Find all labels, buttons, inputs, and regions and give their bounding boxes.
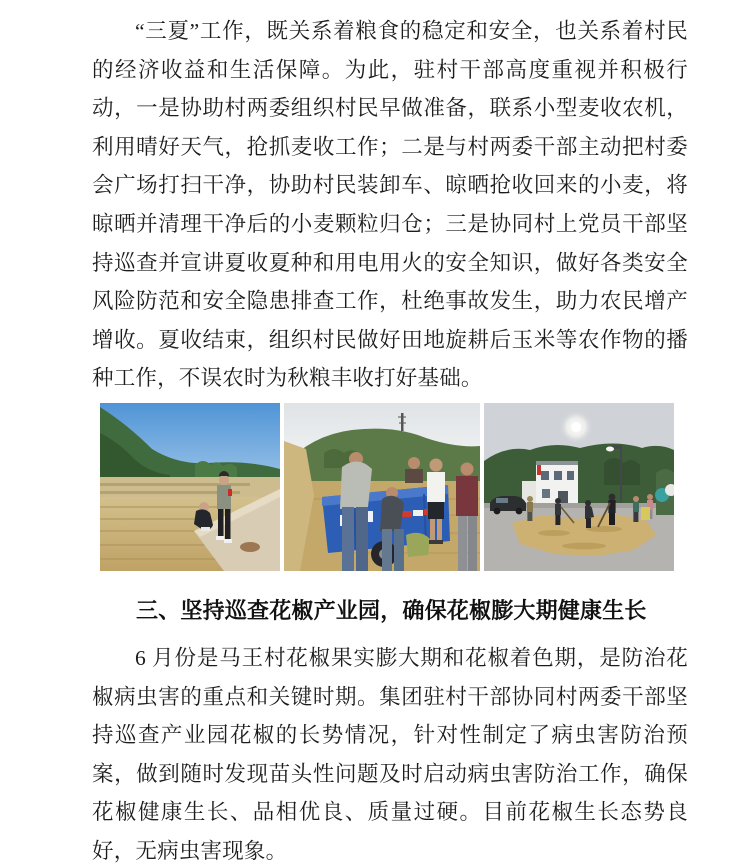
harvester-part xyxy=(406,533,430,557)
stain xyxy=(240,542,260,552)
photo-loading-farm-truck xyxy=(284,403,480,571)
section-heading-huajiao: 三、坚持巡查花椒产业园，确保花椒膨大期健康生长 xyxy=(136,597,647,623)
paragraph-sanxia-work: “三夏”工作，既关系着粮食的稳定和安全，也关系着村民的经济收益和生活保障。为此，驻村干部高度重视并积极行动，一是协助村两委组织村民早做准备，联系小型麦收农机，利用晴好天气，抢抓麦收工作；二是与村两委干部主动把村委会广场打扫干净，协助村民装卸车、晾晒抢收回来的小麦，将晾晒并清理干净后的小麦颗粒归仓；三是协同村上党员干部坚持巡查并宣讲夏收夏种和用电用火的安全知识，做好各类安全风险防范和安全隐患排查工作，杜绝事故发生，助力农民增产增收。夏收结束，组织村民做好田地旋耕后玉米等农作物的播种工作，不误农时为秋粮丰收打好基础。 xyxy=(92,19,688,391)
person-bent-dark xyxy=(380,487,404,571)
person-maroon-shirt xyxy=(456,462,478,571)
person-bent-gray xyxy=(340,452,372,571)
roadside-greenery xyxy=(655,469,674,515)
photo-grain-drying-plaza xyxy=(484,403,674,571)
tower xyxy=(401,413,404,431)
photo-row xyxy=(100,403,673,571)
sun-core xyxy=(571,422,581,432)
grain-sack xyxy=(641,507,650,520)
paragraph-huajiao-patrol: 6 月份是马王村花椒果实膨大期和花椒着色期，是防治花椒病虫害的重点和关键时期。集团驻村干部协同村两委干部坚持巡查产业园花椒的长势情况，针对性制定了病虫害防治预案，做到随时发现苗头性问题及时启动病虫害防治工作，确保花椒健康生长、品相优良、质量过硬。目前花椒生长态势良好，无病虫害现象。 xyxy=(92,645,688,863)
photo-wheat-field-inspection xyxy=(100,403,280,571)
